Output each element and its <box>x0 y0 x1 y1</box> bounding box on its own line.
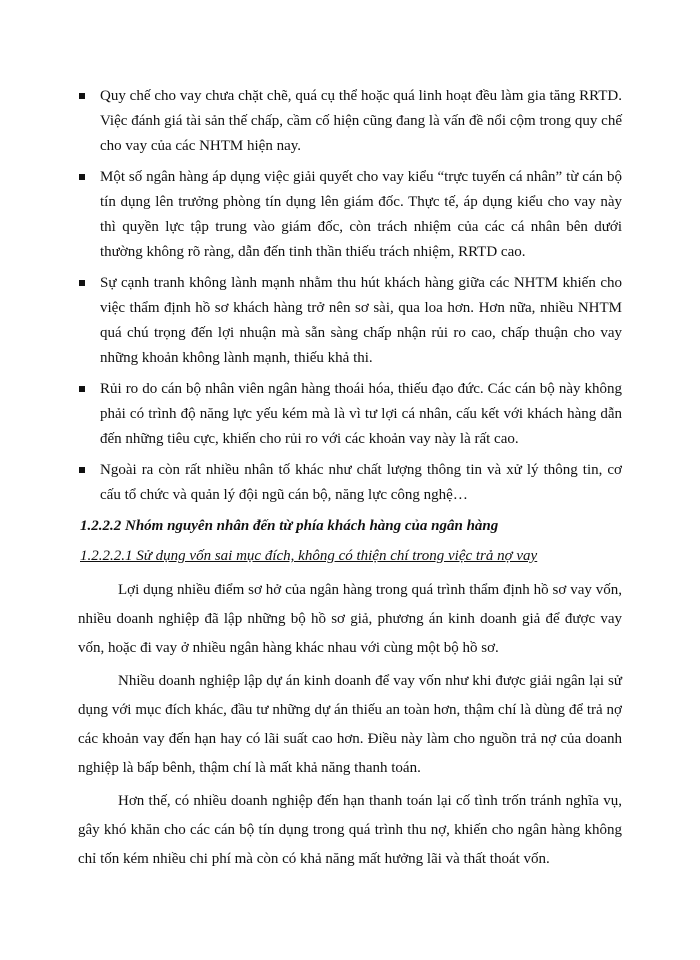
bullet-text: Ngoài ra còn rất nhiều nhân tố khác như chất lượng thông tin và xử lý thông tin, cơ cấu tổ chức và quản lý đội ngũ cán bộ, năng lực công nghệ… <box>100 462 622 503</box>
square-bullet-icon <box>79 93 85 99</box>
list-item <box>78 271 622 371</box>
list-item <box>78 84 622 159</box>
bullet-list <box>78 84 622 508</box>
list-item <box>78 165 622 265</box>
body-paragraph: Hơn thế, có nhiều doanh nghiệp đến hạn thanh toán lại cố tình trốn tránh nghĩa vụ, gây khó khăn cho các cán bộ tín dụng trong quá trình thu nợ, khiến cho ngân hàng không chỉ tốn kém nhiều chi phí mà còn có khả năng mất hưởng lãi và thất thoát vốn. <box>78 793 622 867</box>
square-bullet-icon <box>79 280 85 286</box>
list-item <box>78 458 622 508</box>
body-paragraph: Nhiều doanh nghiệp lập dự án kinh doanh để vay vốn như khi được giải ngân lại sử dụng với mục đích khác, đầu tư những dự án thiếu an toàn hơn, thậm chí là dùng để trả nợ các khoản vay đến hạn hay có lãi suất cao hơn. Điều này làm cho nguồn trả nợ của doanh nghiệp là bấp bênh, thậm chí là mất khả năng thanh toán. <box>78 673 622 776</box>
body-paragraph: Lợi dụng nhiều điểm sơ hở của ngân hàng trong quá trình thẩm định hồ sơ vay vốn, nhiều doanh nghiệp đã lập những bộ hồ sơ giả, phương án kinh doanh giả để được vay vốn, hoặc đi vay ở nhiều ngân hàng khác nhau với cùng một bộ hồ sơ. <box>78 582 622 656</box>
list-item <box>78 377 622 452</box>
square-bullet-icon <box>79 174 85 180</box>
section-heading: 1.2.2.2 Nhóm nguyên nhân đến từ phía khách hàng của ngân hàng <box>80 518 499 534</box>
bullet-text: Rủi ro do cán bộ nhân viên ngân hàng thoái hóa, thiếu đạo đức. Các cán bộ này không phải có trình độ năng lực yếu kém mà là vì tư lợi cá nhân, cấu kết với khách hàng dẫn đến những tiêu cực, khiến cho rủi ro với các khoản vay này là rất cao. <box>100 381 622 447</box>
square-bullet-icon <box>79 386 85 392</box>
subsection-heading: 1.2.2.2.1 Sử dụng vốn sai mục đích, không có thiện chí trong việc trả nợ vay <box>80 548 538 564</box>
bullet-text: Một số ngân hàng áp dụng việc giải quyết cho vay kiểu “trực tuyến cá nhân” từ cán bộ tín dụng lên trưởng phòng tín dụng lên giám đốc. Thực tế, áp dụng kiểu cho vay này thì quyền lực tập trung vào giám đốc, còn trách nhiệm của các cá nhân bên dưới thường không rõ ràng, dẫn đến tinh thần thiếu trách nhiệm, RRTD cao. <box>100 169 622 260</box>
bullet-text: Quy chế cho vay chưa chặt chẽ, quá cụ thể hoặc quá linh hoạt đều làm gia tăng RRTD. Việc đánh giá tài sản thế chấp, cầm cố hiện cũng đang là vấn đề nổi cộm trong quy chế cho vay của các NHTM hiện nay. <box>100 88 622 154</box>
bullet-text: Sự cạnh tranh không lành mạnh nhằm thu hút khách hàng giữa các NHTM khiến cho việc thẩm định hồ sơ khách hàng trở nên sơ sài, qua loa hơn. Hơn nữa, nhiều NHTM quá chú trọng đến lợi nhuận mà sẵn sàng chấp nhận rủi ro cao, chấp thuận cho vay những khoản không lành mạnh, thiếu khả thi. <box>100 275 622 366</box>
square-bullet-icon <box>79 467 85 473</box>
